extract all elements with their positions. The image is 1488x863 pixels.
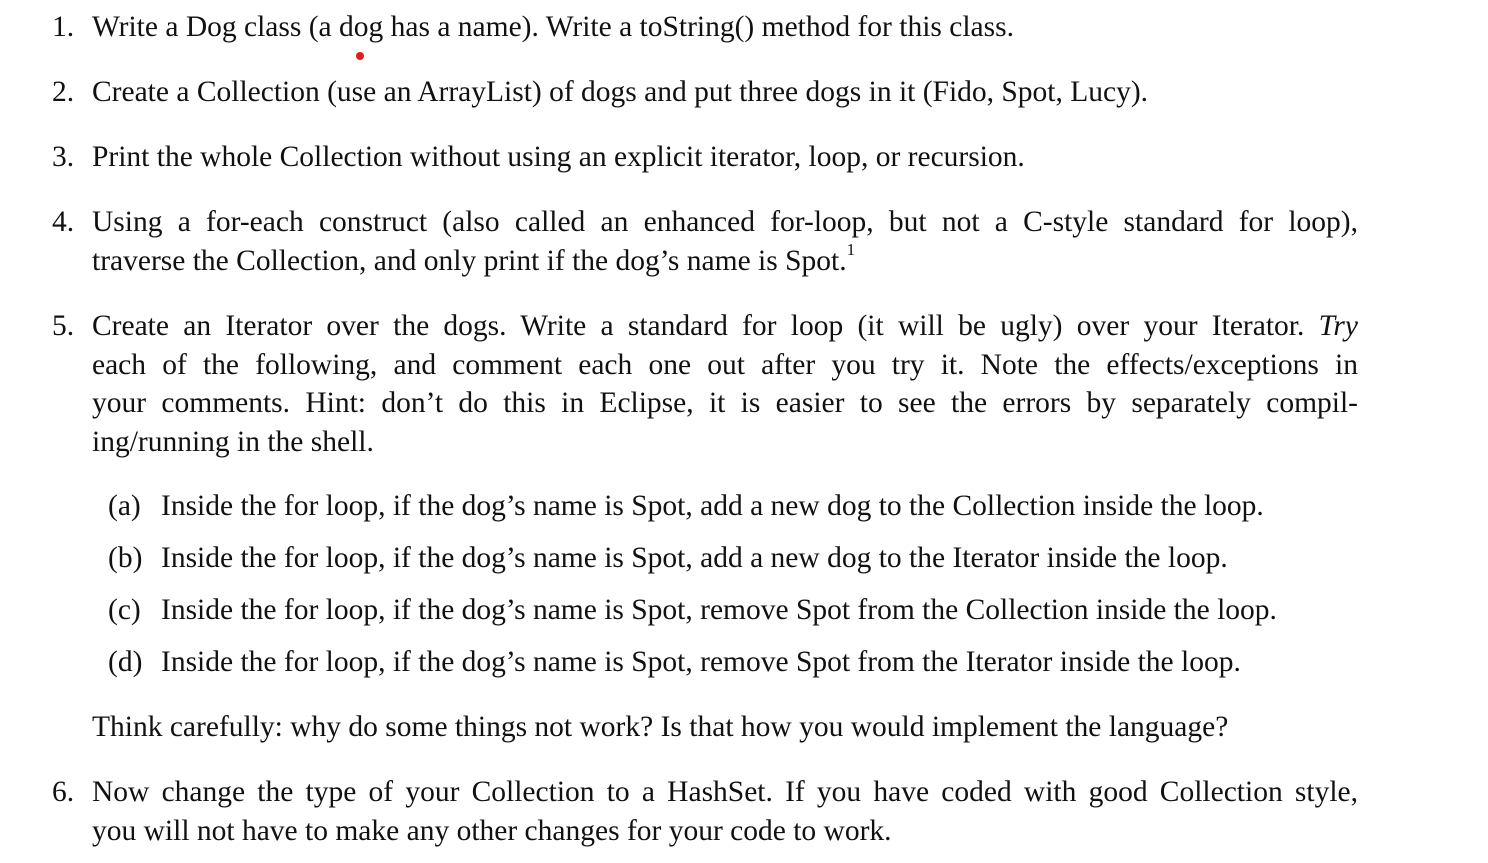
item-text: [92, 203, 1358, 280]
item-text-line: [92, 239, 1358, 281]
item-text-line: your comments. Hint: don’t do this in Eclipse, it is easier to see the errors by separately compil-: [92, 387, 1358, 419]
item-number: 6.: [52, 776, 75, 808]
item-text: Create a Collection (use an ArrayList) of dogs and put three dogs in it (Fido, Spot, Lucy).: [92, 76, 1149, 108]
item-text-emphasis: Try: [1318, 310, 1358, 342]
item-text-fragment: Create an Iterator over the dogs. Write a standard for loop (it will be ugly) over your Iterator.: [92, 310, 1305, 342]
item-text-line: each of the following, and comment each one out after you try it. Note the effects/exceptions in: [92, 348, 1358, 381]
item-number: 5.: [52, 310, 75, 342]
item-text-line: [92, 307, 1358, 346]
item-number: 4.: [52, 206, 75, 238]
closing-text: Think carefully: why do some things not work? Is that how you would implement the language?: [92, 711, 1229, 743]
footnote-marker: 1: [846, 239, 856, 259]
sub-item-text: Inside the for loop, if the dog’s name is Spot, remove Spot from the Iterator inside the loop.: [161, 646, 1241, 678]
sub-item-label: (b): [108, 542, 143, 574]
sub-item-label: (c): [108, 594, 141, 626]
item-text: [92, 773, 1358, 850]
sub-item-text: Inside the for loop, if the dog’s name is Spot, add a new dog to the Iterator inside the loop.: [161, 542, 1228, 574]
item-number: 3.: [52, 141, 75, 173]
item-text-line: you will not have to make any other changes for your code to work.: [92, 814, 892, 847]
red-marker-dot: [356, 52, 364, 60]
item-text: [92, 307, 1358, 461]
sub-item-label: (a): [108, 490, 141, 522]
item-text-line: Now change the type of your Collection to a HashSet. If you have coded with good Collection style,: [92, 776, 1358, 808]
item-number: 1.: [52, 11, 75, 43]
sub-item-label: (d): [108, 646, 143, 678]
sub-item-text: Inside the for loop, if the dog’s name is Spot, remove Spot from the Collection inside the loop.: [161, 594, 1277, 626]
item-number: 2.: [52, 76, 75, 108]
item-text-line: ing/running in the shell.: [92, 425, 374, 458]
sub-item-text: Inside the for loop, if the dog’s name is Spot, add a new dog to the Collection inside the loop.: [161, 490, 1264, 522]
item-text-fragment: traverse the Collection, and only print if the dog’s name is Spot.: [92, 244, 847, 277]
item-text: Write a Dog class (a dog has a name). Write a toString() method for this class.: [92, 11, 1014, 43]
item-text: Print the whole Collection without using an explicit iterator, loop, or recursion.: [92, 141, 1025, 173]
item-text-line: Using a for-each construct (also called an enhanced for-loop, but not a C-style standard for loop),: [92, 206, 1358, 238]
